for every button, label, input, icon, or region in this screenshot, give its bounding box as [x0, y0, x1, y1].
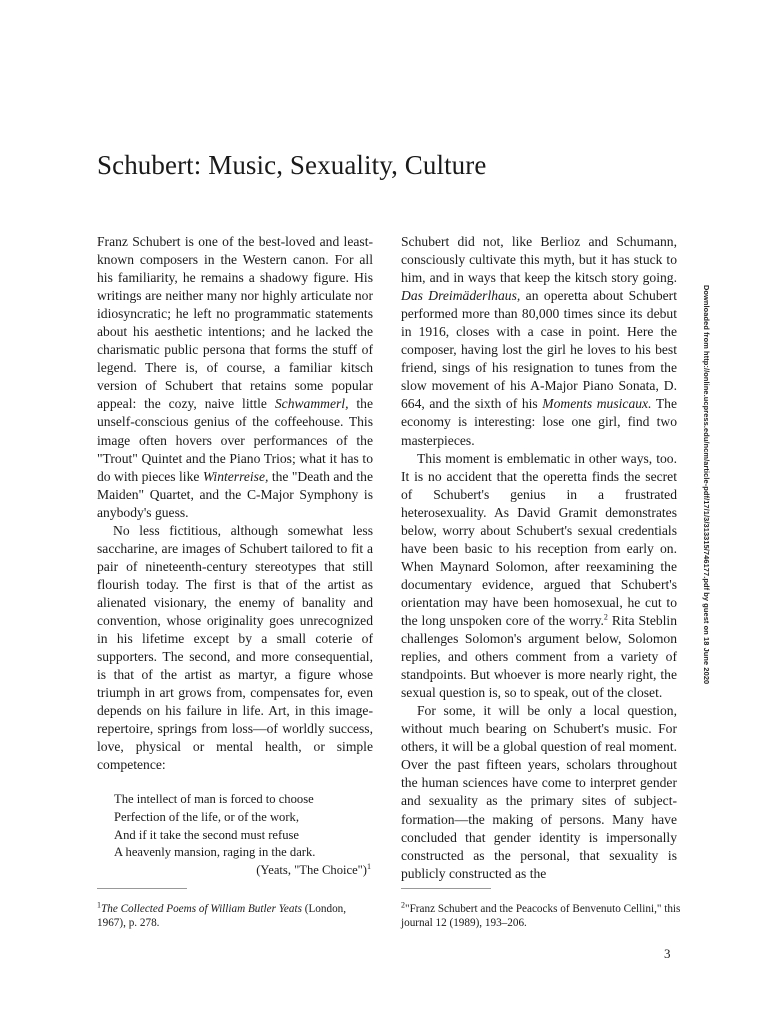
poem-quotation: [114, 791, 373, 879]
footnote-2-text: "Franz Schubert and the Peacocks of Benvenuto Cellini," this journal 12 (1989), 193–206.: [401, 903, 681, 929]
footnote-1-title: The Collected Poems of William Butler Yeats: [101, 903, 302, 915]
paragraph-3-text-b: an operetta about Schubert performed more than 80,000 times since its debut in 1916, closes with a case in point. Here the composer, having lost the girl he loves to his best friend, sings of his resignation to tunes from the slow movement of his A-Major Piano Sonata, D. 664, and the sixth of his: [401, 288, 677, 412]
poem-attribution: [114, 862, 371, 880]
paragraph-1-text-a: Franz Schubert is one of the best-loved and least-known composers in the Western canon. For all his familiarity, he remains a shadowy figure. His writings are neither many nor highly articulate nor idiosyncratic; he left no programmatic statements about his aesthetic intentions; and he lacked the charismatic public persona that forms the stuff of legend. There is, of course, a familiar kitsch version of Schubert that retains some popular appeal: the cozy, naive little: [97, 234, 373, 412]
italic-winterreise: Winterreise,: [202, 468, 269, 484]
paragraph-4-text-a: This moment is emblematic in other ways, too. It is no accident that the operetta finds the secret of Schubert's genius in a frustrated heterosexuality. As David Gramit demonstrates below, worry about Schubert's sexual credentials have been basic to his reception from early on. When Maynard Solomon, after reexamining the documentary evidence, argued that Schubert's orientation may have been homosexual, he cut to the long unspoken core of the worry.: [401, 450, 677, 628]
download-stamp: [700, 285, 722, 705]
paragraph-1-text-c: the "Death and the Maiden" Quartet, and the C-Major Symphony is anybody's guess.: [97, 468, 373, 520]
poem-line: A heavenly mansion, raging in the dark.: [114, 845, 316, 860]
download-stamp-text: Downloaded from http://online.ucpress.edu/ncm/article-pdf/17/1/3/313315/746177.pdf by guest on 18 June 2020: [702, 285, 711, 685]
paragraph-5: For some, it will be only a local question, without much bearing on Schubert's music. For others, it will be a global question of real moment. Over the past fifteen years, scholars throughout the human sciences have come to interpret gender and sexuality as the primary sites of subject-formation—the making of persons. Many have concluded that gender identity is impersonally constructed as the personal, that sexuality is publicly constructed as the: [401, 703, 677, 881]
poem-line: The intellect of man is forced to choose: [114, 792, 314, 807]
italic-schwammerl: Schwammerl,: [274, 396, 349, 412]
footnote-2: [401, 902, 681, 930]
poem-line: And if it take the second must refuse: [114, 827, 300, 842]
paragraph-4: [401, 450, 677, 703]
paragraph-2: No less fictitious, although somewhat less saccharine, are images of Schubert tailored to fit a pair of nineteenth-century stereotypes that still flourish today. The first is that of the artist as alienated visionary, the enemy of banality and convention, whose originality goes unrecognized in his lifetime except by a small coterie of supporters. The second, and more consequential, is that of the artist as martyr, a figure whose triumph in art grows from, compensates for, even depends on his failure in life. Art, in this image-repertoire, springs from loss—of worldly success, love, physical or mental health, or simple competence:: [97, 522, 373, 773]
footnote-ref-1[interactable]: 1: [367, 861, 371, 871]
paragraph-4-text-b: Rita Steblin challenges Solomon's argument below, Solomon replies, and others comment from a variety of standpoints. But whoever is more nearly right, the sexual question is, so to speak, out of the closet.: [401, 612, 678, 701]
italic-moments-musicaux: Moments musicaux.: [542, 396, 652, 412]
left-column: [97, 233, 373, 879]
footnote-divider-right: [401, 888, 491, 889]
italic-dreimaderlhaus: Das Dreimäderlhaus,: [401, 288, 521, 304]
footnote-1-text: (London, 1967), p. 278.: [97, 903, 347, 929]
paragraph-1-text-b: the unself-conscious genius of the coffeehouse. This image often hovers over performances of the "Trout" Quintet and the Piano Trios; what it has to do with pieces like: [97, 396, 373, 484]
page-title: Schubert: Music, Sexuality, Culture: [97, 150, 487, 180]
page-number: 3: [664, 946, 671, 961]
footnote-divider-left: [97, 888, 187, 889]
footnote-ref-2[interactable]: 2: [603, 612, 608, 622]
poem-attribution-text: (Yeats, "The Choice"): [256, 862, 367, 877]
poem-line: Perfection of the life, or of the work,: [114, 810, 299, 824]
footnote-1: [97, 902, 372, 930]
paragraph-3-text-c: The economy is interesting: lose one girl, find two masterpieces.: [401, 396, 677, 448]
right-column: [401, 233, 677, 883]
footnote-1-marker: 1: [97, 900, 101, 910]
paragraph-1: [97, 233, 373, 522]
paragraph-3: [401, 233, 677, 450]
paragraph-3-text-a: Schubert did not, like Berlioz and Schumann, consciously cultivate this myth, but it has stuck to him, and in ways that keep the kitsch story going.: [401, 234, 677, 286]
footnote-2-marker: 2: [401, 900, 405, 910]
